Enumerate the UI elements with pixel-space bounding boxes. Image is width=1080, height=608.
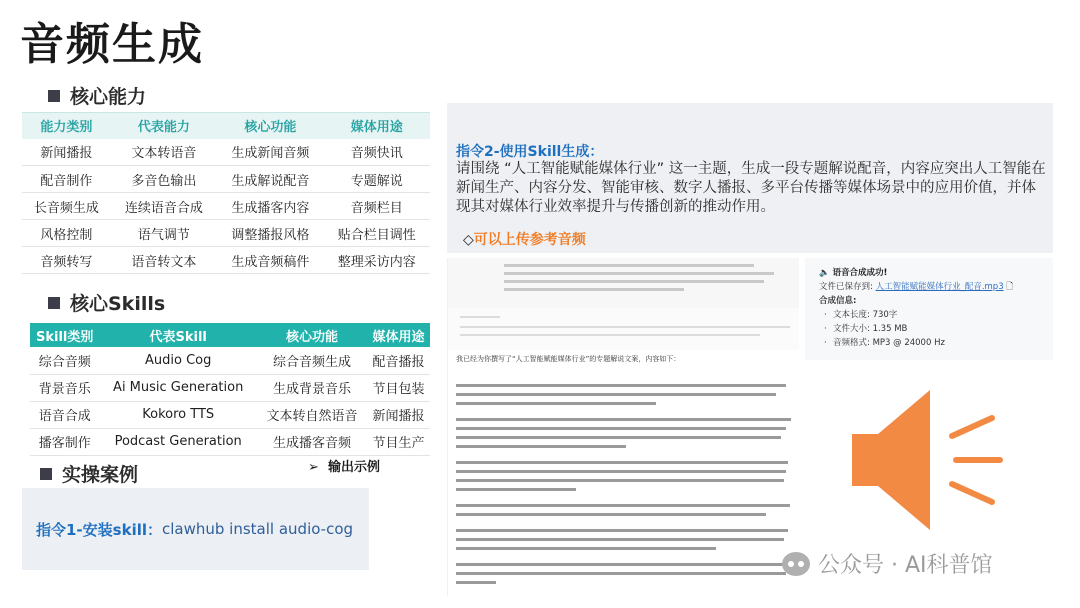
abilities-table-header-row	[22, 113, 430, 139]
audio-info-item: · 文件大小: 1.35 MB	[819, 322, 1039, 336]
audio-info-item: · 音频格式: MP3 @ 24000 Hz	[819, 336, 1039, 350]
upload-hint-text: 可以上传参考音频	[473, 232, 586, 248]
table-cell: 语气调节	[111, 220, 217, 247]
command1-code: clawhub install audio-cog	[162, 520, 354, 538]
table-cell: 生成新闻音频	[217, 139, 323, 166]
skills-col-header: 代表Skill	[149, 329, 207, 345]
table-row	[22, 166, 430, 193]
audio-info-heading: 合成信息:	[819, 296, 857, 306]
document-preview-header	[448, 258, 799, 308]
command2-title: 指令2-使用Skill生成：	[456, 144, 604, 160]
command1-label: 指令1-安装skill：	[36, 520, 162, 539]
upload-hint	[463, 229, 586, 249]
table-cell: 配音制作	[22, 166, 111, 193]
abilities-heading-text: 核心能力	[70, 86, 147, 108]
table-row	[30, 428, 430, 455]
table-cell: 音频快讯	[324, 139, 430, 166]
table-cell: 专题解说	[324, 166, 430, 193]
skills-table	[30, 323, 430, 456]
bullet-square-icon	[48, 90, 60, 102]
audio-file-link[interactable]: 人工智能赋能媒体行业_配音.mp3	[875, 282, 1004, 292]
table-cell: 新闻播报	[367, 401, 430, 428]
output-example-label	[308, 456, 380, 475]
audio-result-card	[805, 258, 1053, 360]
table-cell: 生成解说配音	[217, 166, 323, 193]
table-cell: 整理采访内容	[324, 247, 430, 274]
table-cell: 新闻播报	[22, 139, 111, 166]
skills-col-header: 核心功能	[286, 329, 339, 345]
section-abilities-heading	[48, 82, 146, 109]
table-cell: Ai Music Generation	[99, 374, 257, 401]
document-preview	[447, 258, 799, 596]
table-cell: 综合音频生成	[257, 347, 367, 374]
table-cell: 生成播客音频	[257, 428, 367, 455]
table-cell: 音频转写	[22, 247, 111, 274]
audio-file-label: 文件已保存到:	[819, 282, 873, 292]
table-cell: 节目生产	[367, 428, 430, 455]
table-cell: 音频栏目	[324, 193, 430, 220]
abilities-table	[22, 112, 430, 274]
table-cell: 生成播客内容	[217, 193, 323, 220]
table-cell: Podcast Generation	[99, 428, 257, 455]
speaker-small-icon: 🔈	[819, 268, 833, 278]
diamond-icon: ◇	[463, 232, 474, 248]
speaker-icon	[852, 390, 1004, 530]
table-cell: 语音转文本	[111, 247, 217, 274]
file-icon: 🗋	[1006, 282, 1014, 292]
skills-col-header: 媒体用途	[372, 329, 425, 345]
abilities-col-header: 核心功能	[217, 113, 323, 139]
table-cell: 风格控制	[22, 220, 111, 247]
cases-heading-text: 实操案例	[62, 464, 139, 486]
skills-table-header-row	[30, 323, 430, 347]
abilities-col-header: 代表能力	[111, 113, 217, 139]
table-cell: 节目包装	[367, 374, 430, 401]
section-cases-heading	[40, 460, 138, 487]
table-cell: 贴合栏目调性	[324, 220, 430, 247]
table-cell: 语音合成	[30, 401, 99, 428]
table-row	[30, 401, 430, 428]
wechat-icon	[782, 552, 810, 576]
arrow-right-icon: ➢	[308, 460, 328, 475]
audio-info-item: · 文本长度: 730字	[819, 308, 1039, 322]
watermark-text: 公众号 · AI科普馆	[818, 553, 993, 578]
table-row	[30, 374, 430, 401]
watermark	[782, 548, 993, 579]
table-cell: 播客制作	[30, 428, 99, 455]
document-preview-divider	[448, 308, 799, 350]
command1-box	[22, 488, 369, 570]
skills-heading-text: 核心Skills	[70, 293, 166, 315]
command2-box	[447, 103, 1053, 253]
output-example-text: 输出示例	[327, 460, 380, 475]
table-cell: 配音播报	[367, 347, 430, 374]
table-cell: 多音色输出	[111, 166, 217, 193]
bullet-square-icon	[40, 468, 52, 480]
table-row	[30, 347, 430, 374]
audio-file-line	[819, 280, 1039, 294]
table-cell: 生成背景音乐	[257, 374, 367, 401]
table-cell: Audio Cog	[99, 347, 257, 374]
table-cell: Kokoro TTS	[99, 401, 257, 428]
table-cell: 综合音频	[30, 347, 99, 374]
table-cell: 背景音乐	[30, 374, 99, 401]
document-first-line: 我已经为你撰写了“人工智能赋能媒体行业”的专题解说文案，内容如下：	[456, 355, 681, 363]
bullet-square-icon	[48, 297, 60, 309]
skills-col-header: Skill类别	[36, 329, 94, 345]
table-row	[22, 193, 430, 220]
table-cell: 长音频生成	[22, 193, 111, 220]
table-row	[22, 220, 430, 247]
abilities-col-header: 能力类别	[22, 113, 111, 139]
table-row	[22, 247, 430, 274]
audio-success-line	[819, 266, 1039, 280]
command2-body: 请围绕 “人工智能赋能媒体行业” 这一主题，生成一段专题解说配音，内容应突出人工智能在新闻生产、内容分发、智能审核、数字人播报、多平台传播等媒体场景中的应用价值，并体现其对媒体行业效率提升与传播创新的推动作用。	[456, 161, 1046, 215]
audio-success-text: 语音合成成功!	[832, 268, 888, 278]
table-row	[22, 139, 430, 166]
section-skills-heading	[48, 289, 165, 316]
table-cell: 调整播报风格	[217, 220, 323, 247]
abilities-col-header: 媒体用途	[324, 113, 430, 139]
table-cell: 文本转语音	[111, 139, 217, 166]
table-cell: 生成音频稿件	[217, 247, 323, 274]
table-cell: 文本转自然语音	[257, 401, 367, 428]
table-cell: 连续语音合成	[111, 193, 217, 220]
page-title: 音频生成	[20, 19, 204, 70]
